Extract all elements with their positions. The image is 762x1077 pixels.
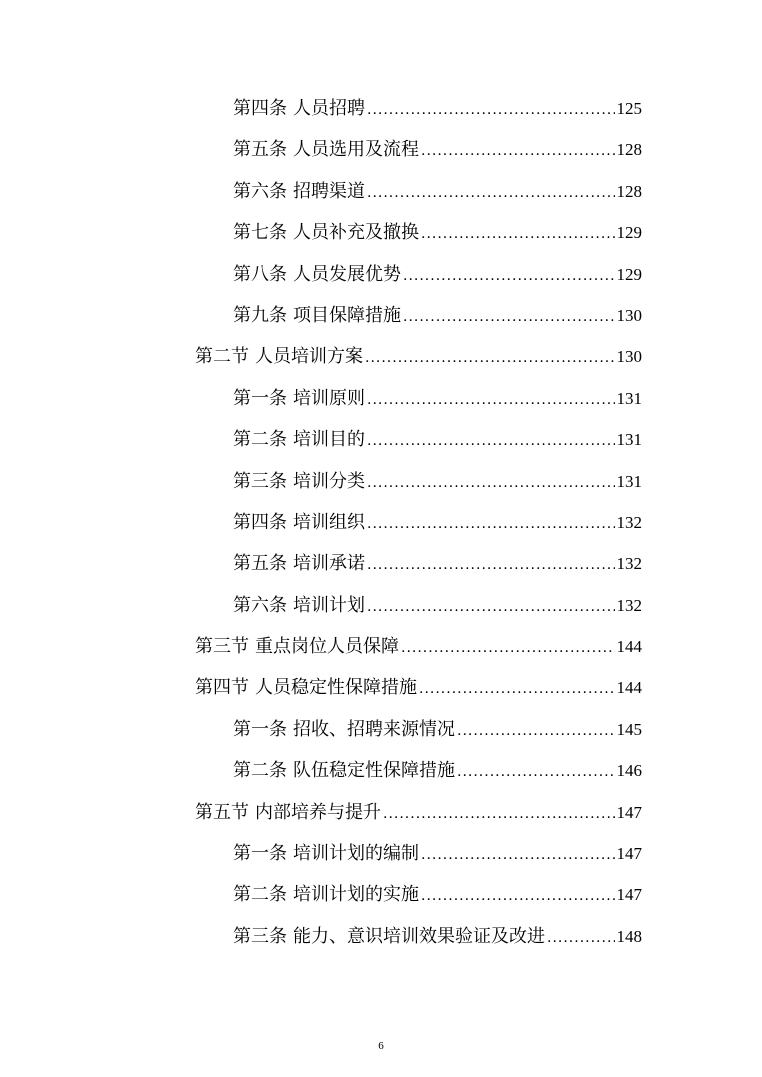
- toc-entry-title: 培训计划的实施: [293, 884, 419, 906]
- toc-entry-number: 第二条: [233, 429, 287, 451]
- toc-entry-number: 第五节: [195, 801, 249, 823]
- toc-entry[interactable]: [0, 129, 762, 170]
- toc-entry-title: 招收、招聘来源情况: [293, 718, 455, 740]
- toc-leader-dots: [367, 380, 615, 421]
- toc-entry-title: 培训计划的编制: [293, 843, 419, 865]
- toc-entry-number: 第九条: [233, 304, 287, 326]
- toc-entry-label: [195, 336, 363, 377]
- toc-entry[interactable]: [0, 709, 762, 750]
- toc-entry[interactable]: [0, 295, 762, 336]
- toc-entry-label: [233, 419, 365, 460]
- toc-entry-number: 第三条: [233, 925, 287, 947]
- toc-entry-title: 重点岗位人员保障: [255, 636, 399, 658]
- toc-entry-page: 145: [616, 719, 642, 739]
- toc-leader-dots: [367, 463, 615, 504]
- toc-entry[interactable]: [0, 502, 762, 543]
- toc-entry-page: 147: [616, 844, 642, 864]
- toc-entry-title: 招聘渠道: [293, 180, 365, 202]
- toc-entry-number: 第二节: [195, 346, 249, 368]
- toc-leader-dots: [403, 297, 615, 338]
- toc-leader-dots: [457, 752, 615, 793]
- toc-leader-dots: [421, 835, 615, 876]
- toc-entry-label: [233, 129, 419, 170]
- toc-entry-label: [233, 916, 545, 957]
- toc-leader-dots: [403, 256, 615, 297]
- toc-entry-page: 146: [616, 761, 642, 781]
- toc-entry-page: 131: [616, 430, 642, 450]
- toc-leader-dots: [367, 545, 615, 586]
- toc-entry[interactable]: [0, 171, 762, 212]
- toc-entry-page: 144: [616, 678, 642, 698]
- toc-entry-number: 第三条: [233, 470, 287, 492]
- toc-leader-dots: [547, 918, 615, 959]
- toc-entry-title: 人员招聘: [293, 98, 365, 119]
- toc-entry-page: 128: [616, 140, 642, 160]
- toc-entry-page: 129: [616, 264, 642, 284]
- toc-leader-dots: [367, 587, 615, 628]
- toc-entry[interactable]: [0, 750, 762, 791]
- toc-entry-page: 147: [616, 802, 642, 822]
- toc-entry-number: 第五条: [233, 553, 287, 575]
- toc-entry-label: [233, 254, 401, 295]
- toc-entry-label: [233, 833, 419, 874]
- toc-entry[interactable]: [0, 916, 762, 957]
- toc-entry-label: [233, 461, 365, 502]
- toc-entry-page: 130: [616, 305, 642, 325]
- toc-entry-label: [233, 88, 365, 129]
- toc-entry-page: 129: [616, 223, 642, 243]
- toc-leader-dots: [367, 504, 615, 545]
- toc-leader-dots: [367, 90, 615, 131]
- toc-entry-title: 项目保障措施: [293, 304, 401, 326]
- toc-entry-label: [233, 750, 455, 791]
- toc-entry-number: 第四条: [233, 511, 287, 533]
- toc-entry-title: 人员培训方案: [255, 346, 363, 368]
- toc-entry-label: [233, 171, 365, 212]
- toc-section-entry[interactable]: [0, 626, 762, 667]
- toc-leader-dots: [421, 876, 615, 917]
- toc-entry-label: [233, 709, 455, 750]
- toc-entry-title: 培训计划: [293, 594, 365, 616]
- toc-entry[interactable]: [0, 461, 762, 502]
- toc-leader-dots: [367, 173, 615, 214]
- toc-entry-title: 人员发展优势: [293, 263, 401, 285]
- toc-entry-page: 131: [616, 471, 642, 491]
- toc-entry-label: [195, 667, 417, 708]
- toc-entry-number: 第四条: [233, 98, 287, 119]
- toc-entry-title: 培训目的: [293, 429, 365, 451]
- toc-leader-dots: [401, 628, 615, 669]
- toc-entry-label: [195, 626, 399, 667]
- toc-entry-number: 第四节: [195, 677, 249, 699]
- toc-leader-dots: [365, 338, 615, 379]
- toc-entry[interactable]: [0, 585, 762, 626]
- toc-entry-number: 第六条: [233, 594, 287, 616]
- toc-section-entry[interactable]: [0, 792, 762, 833]
- toc-entry-page: 144: [616, 637, 642, 657]
- toc-entry-title: 培训承诺: [293, 553, 365, 575]
- toc-leader-dots: [383, 794, 615, 835]
- toc-entry-title: 培训组织: [293, 511, 365, 533]
- toc-entry[interactable]: [0, 88, 762, 129]
- toc-entry-number: 第二条: [233, 760, 287, 782]
- toc-entry-label: [233, 295, 401, 336]
- toc-leader-dots: [419, 669, 615, 710]
- toc-entry[interactable]: [0, 874, 762, 915]
- toc-entry-label: [233, 543, 365, 584]
- toc-entry-number: 第八条: [233, 263, 287, 285]
- toc-entry-title: 队伍稳定性保障措施: [293, 760, 455, 782]
- toc-entry[interactable]: [0, 543, 762, 584]
- toc-leader-dots: [421, 131, 615, 172]
- toc-entry[interactable]: [0, 212, 762, 253]
- toc-leader-dots: [457, 711, 615, 752]
- toc-entry-page: 148: [616, 926, 642, 946]
- toc-entry-title: 培训原则: [293, 387, 365, 409]
- toc-entry-page: 130: [616, 347, 642, 367]
- toc-entry-title: 内部培养与提升: [255, 801, 381, 823]
- toc-entry-page: 132: [616, 595, 642, 615]
- toc-leader-dots: [421, 214, 615, 255]
- toc-entry-title: 人员补充及撤换: [293, 222, 419, 244]
- page-number: 6: [378, 1040, 384, 1052]
- toc-entry-page: 132: [616, 512, 642, 532]
- toc-entry-number: 第六条: [233, 180, 287, 202]
- toc-entry-title: 培训分类: [293, 470, 365, 492]
- toc-entry-number: 第五条: [233, 139, 287, 161]
- toc-entry-page: 147: [616, 885, 642, 905]
- toc-entry-title: 人员选用及流程: [293, 139, 419, 161]
- toc-section-entry[interactable]: [0, 336, 762, 377]
- toc-entry-number: 第一条: [233, 387, 287, 409]
- toc-entry-label: [233, 378, 365, 419]
- toc-section-entry[interactable]: [0, 667, 762, 708]
- toc-entry-title: 人员稳定性保障措施: [255, 677, 417, 699]
- toc-entry-label: [233, 212, 419, 253]
- toc-entry-title: 能力、意识培训效果验证及改进: [293, 925, 545, 947]
- toc-entry-number: 第一条: [233, 718, 287, 740]
- toc-entry[interactable]: [0, 254, 762, 295]
- toc-leader-dots: [367, 421, 615, 462]
- toc-entry-number: 第一条: [233, 843, 287, 865]
- toc-entry-page: 132: [616, 554, 642, 574]
- toc-entry-number: 第二条: [233, 884, 287, 906]
- toc-entry-page: 125: [616, 99, 642, 118]
- toc-entry-page: 131: [616, 388, 642, 408]
- toc-entry-label: [233, 502, 365, 543]
- toc-entry-label: [195, 792, 381, 833]
- toc-entry-number: 第七条: [233, 222, 287, 244]
- toc-entry-label: [233, 585, 365, 626]
- toc-entry[interactable]: [0, 419, 762, 460]
- table-of-contents: [0, 88, 762, 957]
- toc-entry[interactable]: [0, 833, 762, 874]
- toc-entry-label: [233, 874, 419, 915]
- toc-entry-number: 第三节: [195, 636, 249, 658]
- toc-entry[interactable]: [0, 378, 762, 419]
- toc-entry-page: 128: [616, 181, 642, 201]
